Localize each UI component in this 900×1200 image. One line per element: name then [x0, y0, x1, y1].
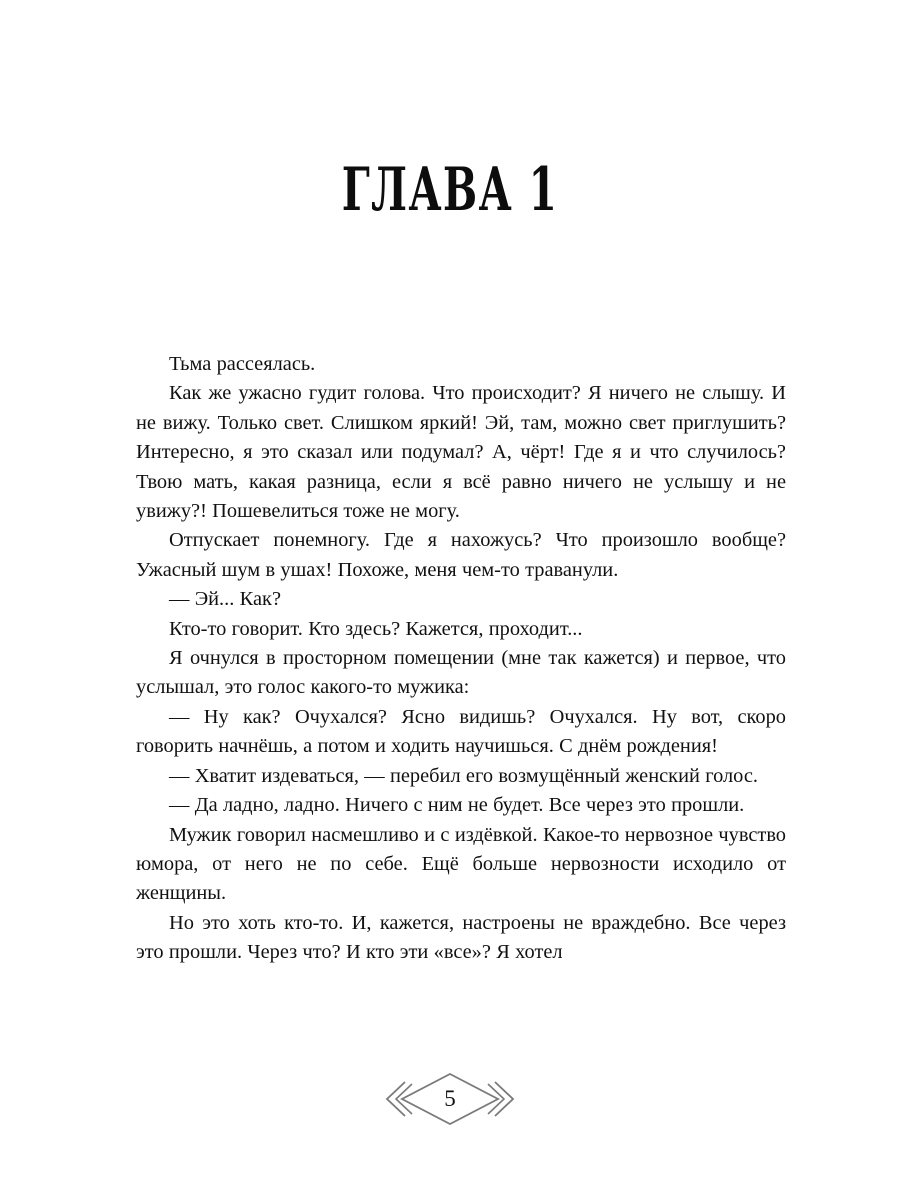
body-paragraph: — Хватит издеваться, — перебил его возмущённый женский голос. [169, 764, 759, 787]
body-paragraph: — Да ладно, ладно. Ничего с ним не будет. Все через это прошли. [169, 794, 745, 817]
body-paragraph: Отпускает понемногу. Где я нахожусь? Что произошло вообще? Ужасный шум в ушах! Похоже, меня чем-то траванули. [136, 529, 786, 581]
body-paragraph: — Эй... Как? [169, 588, 281, 611]
body-paragraph: Как же ужасно гудит голова. Что происходит? Я ничего не слышу. И не вижу. Только свет. Слишком яркий! Эй, там, можно свет приглушить? Интересно, я это сказал или подумал? А, чёрт! Где я и что случилось? Твою мать, какая разница, если я всё равно ничего не услышу и не увижу?! Пошевелиться тоже не могу. [136, 382, 786, 523]
body-paragraph: Я очнулся в просторном помещении (мне так кажется) и первое, что услышал, это голос какого-то мужика: [136, 647, 786, 699]
body-text-block [136, 350, 786, 968]
body-paragraph: Но это хоть кто-то. И, кажется, настроены не враждебно. Все через это прошли. Через что? И кто эти «все»? Я хотел [136, 911, 786, 964]
chapter-title: ГЛАВА 1 [341, 153, 559, 225]
body-paragraph: — Ну как? Очухался? Ясно видишь? Очухался. Ну вот, скоро говорить начнёшь, а потом и ходить научишься. С днём рождения! [136, 705, 786, 758]
diamond-chevron-ornament [375, 1068, 525, 1130]
page-number: 5 [444, 1085, 456, 1111]
page-footer [0, 1068, 900, 1130]
body-paragraph: Тьма рассеялась. [169, 353, 316, 375]
body-paragraph: Мужик говорил насмешливо и с издёвкой. Какое-то нервозное чувство юмора, от него не по себе. Ещё больше нервозности исходило от женщины. [136, 823, 786, 905]
body-paragraph: Кто-то говорит. Кто здесь? Кажется, проходит... [169, 617, 583, 640]
